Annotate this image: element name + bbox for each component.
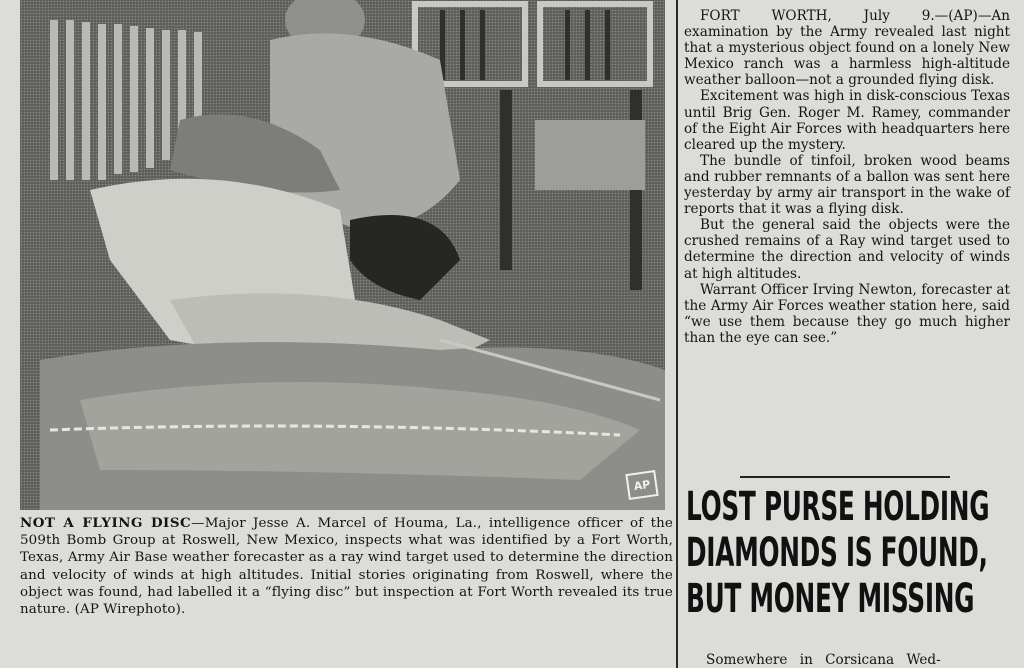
article-paragraph: Warrant Officer Irving Newton, forecaster at the Army Air Forces weather station here, said “we use them because they go much higher than the eye can see.” [684, 281, 1010, 346]
column-rule [676, 0, 678, 668]
article-paragraph: FORT WORTH, July 9.—(AP)—An examination by the Army revealed last night that a mysterious object found on a lonely New Mexico ranch was a harmless high-altitude weather balloon—not a grounded flying disk. [684, 8, 1010, 89]
article-paragraph: Excitement was high in disk-conscious Texas until Brig Gen. Roger M. Ramey, commander of the Eight Air Forces with headquarters here cleared up the mystery. [684, 88, 1010, 153]
article-paragraph: The bundle of tinfoil, broken wood beams and rubber remnants of a ballon was sent here yesterday by army air transport in the wake of reports that it was a flying disk. [684, 152, 1010, 218]
caption-body: —Major Jesse A. Marcel of Houma, La., intelligence officer of the 509th Bomb Group at Roswell, New Mexico, inspects what was identified by a Fort Worth, Texas, Army Air Base weather forecaster as a ray wind target used to determine the direction and velocity of winds at high altitudes. Initial stories originating from Roswell, where the object was found, had labelled it a “flying disc” but inspection at Fort Worth revealed its true nature. (AP Wirephoto). [20, 516, 674, 618]
article-fort-worth [684, 8, 1010, 346]
headline-lost-purse [686, 484, 990, 622]
caption-lead: NOT A FLYING DISC [20, 515, 192, 531]
photo-illustration [20, 0, 665, 510]
article-paragraph: But the general said the objects were the crushed remains of a Ray wind target used to determine the direction and velocity of winds at high altitudes. [684, 217, 1010, 282]
headline-line: DIAMONDS IS FOUND, [686, 530, 988, 576]
photo-caption [20, 515, 673, 618]
story-divider [740, 476, 950, 478]
news-photo [20, 0, 665, 510]
headline-line: BUT MONEY MISSING [686, 576, 975, 622]
ap-logo: AP [625, 470, 658, 500]
headline-line: LOST PURSE HOLDING [686, 484, 990, 530]
next-story-text: Somewhere in Corsicana Wed- [706, 652, 941, 668]
